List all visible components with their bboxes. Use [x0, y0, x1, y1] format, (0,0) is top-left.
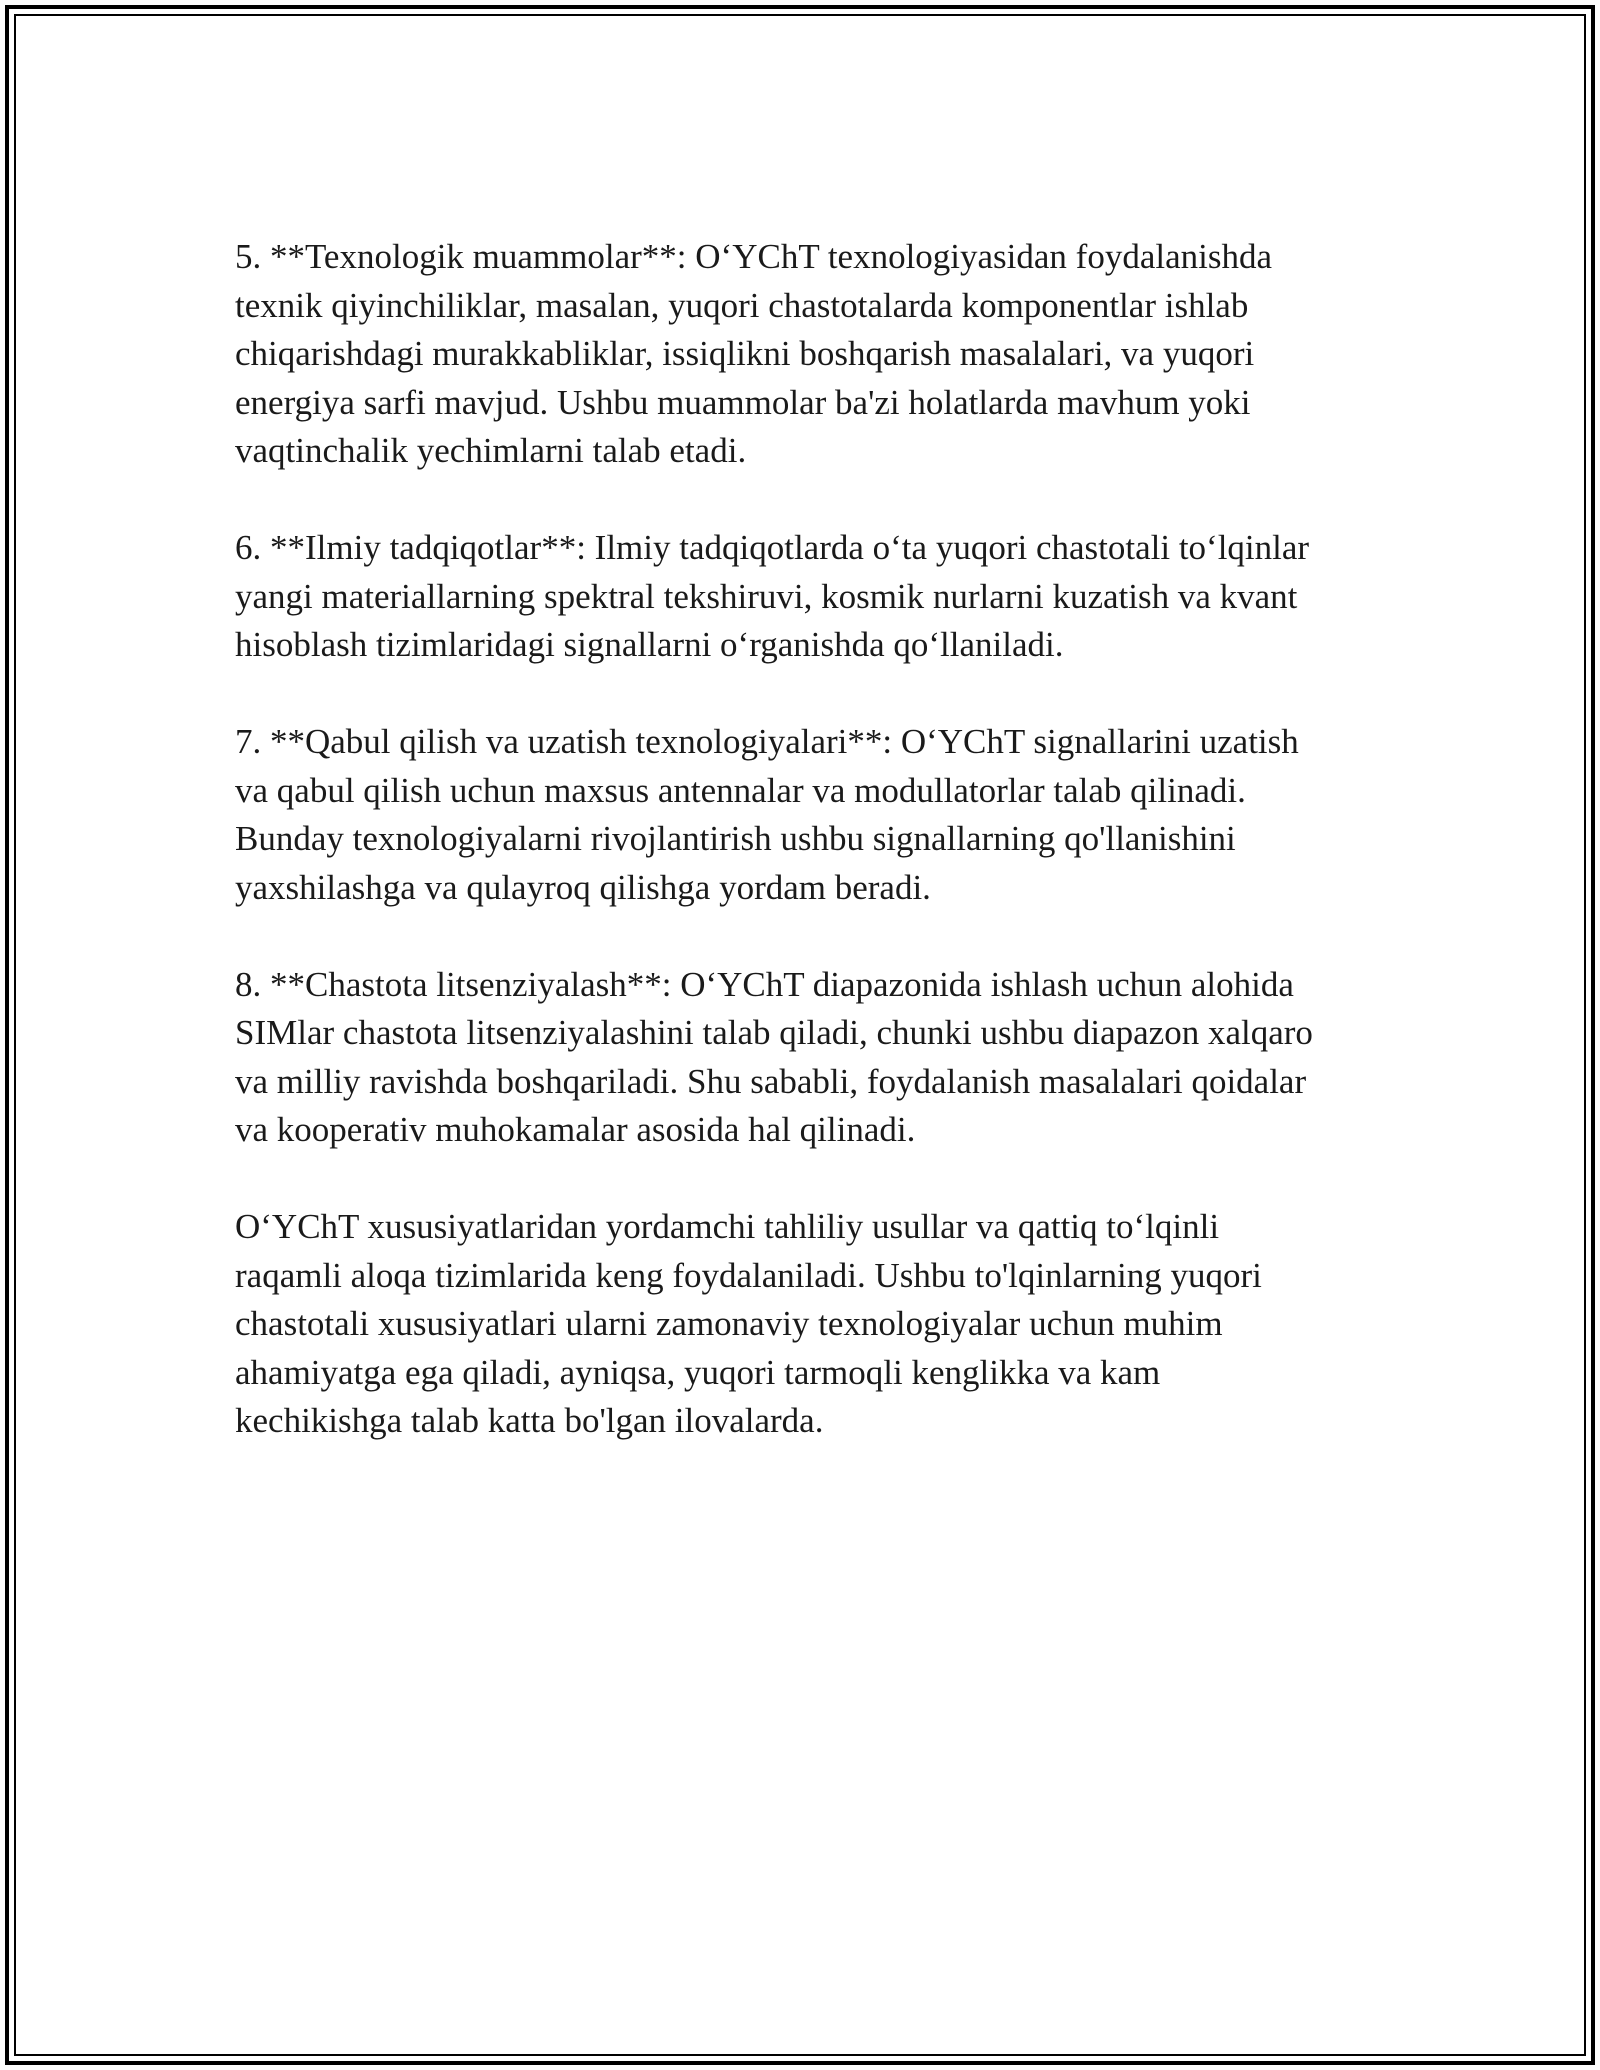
text-line: hisoblash tizimlaridagi signallarni o‘rganishda qo‘llaniladi. — [235, 625, 1064, 664]
text-line: yangi materiallarning spektral tekshiruvi, kosmik nurlarni kuzatish va kvant — [235, 576, 1298, 616]
text-line: 6. **Ilmiy tadqiqotlar**: Ilmiy tadqiqotlarda o‘ta yuqori chastotali to‘lqinlar — [235, 528, 1310, 567]
text-line: 5. **Texnologik muammolar**: O‘YChT texnologiyasidan foydalanishda — [235, 237, 1273, 276]
text-line: 7. **Qabul qilish va uzatish texnologiyalari**: O‘YChT signallarini uzatish — [235, 722, 1299, 761]
text-line: kechikishga talab katta bo'lgan ilovalarda. — [235, 1401, 824, 1440]
text-line: ahamiyatga ega qiladi, ayniqsa, yuqori tarmoqli kenglikka va kam — [235, 1352, 1161, 1392]
text-line: va kooperativ muhokamalar asosida hal qilinadi. — [235, 1110, 916, 1149]
text-line: O‘YChT xususiyatlaridan yordamchi tahliliy usullar va qattiq to‘lqinli — [235, 1207, 1220, 1246]
text-line: SIMlar chastota litsenziyalashini talab qiladi, chunki ushbu diapazon xalqaro — [235, 1013, 1313, 1052]
text-line: 8. **Chastota litsenziyalash**: O‘YChT diapazonida ishlash uchun alohida — [235, 964, 1294, 1004]
text-line: texnik qiyinchiliklar, masalan, yuqori chastotalarda komponentlar ishlab — [235, 285, 1249, 325]
paragraph-conclusion — [235, 1203, 1385, 1446]
text-line: va qabul qilish uchun maxsus antennalar va modullatorlar talab qilinadi. — [235, 770, 1246, 810]
text-line: Bunday texnologiyalarni rivojlantirish ushbu signallarning qo'llanishini — [235, 819, 1236, 858]
paragraph-8-frequency-licensing — [235, 961, 1385, 1155]
paragraph-6-scientific-research — [235, 524, 1385, 670]
text-line: chiqarishdagi murakkabliklar, issiqlikni boshqarish masalalari, va yuqori — [235, 334, 1255, 373]
paragraph-5-technological-problems — [235, 233, 1385, 476]
paragraph-7-transmission-technologies — [235, 718, 1385, 912]
text-line: yaxshilashga va qulayroq qilishga yordam beradi. — [235, 867, 931, 907]
text-line: chastotali xususiyatlari ularni zamonaviy texnologiyalar uchun muhim — [235, 1304, 1223, 1343]
text-line: va milliy ravishda boshqariladi. Shu sababli, foydalanish masalalari qoidalar — [235, 1061, 1307, 1101]
document-body — [235, 233, 1385, 1494]
text-line: energiya sarfi mavjud. Ushbu muammolar ba'zi holatlarda mavhum yoki — [235, 382, 1251, 422]
text-line: vaqtinchalik yechimlarni talab etadi. — [235, 431, 747, 470]
text-line: raqamli aloqa tizimlarida keng foydalaniladi. Ushbu to'lqinlarning yuqori — [235, 1255, 1262, 1295]
